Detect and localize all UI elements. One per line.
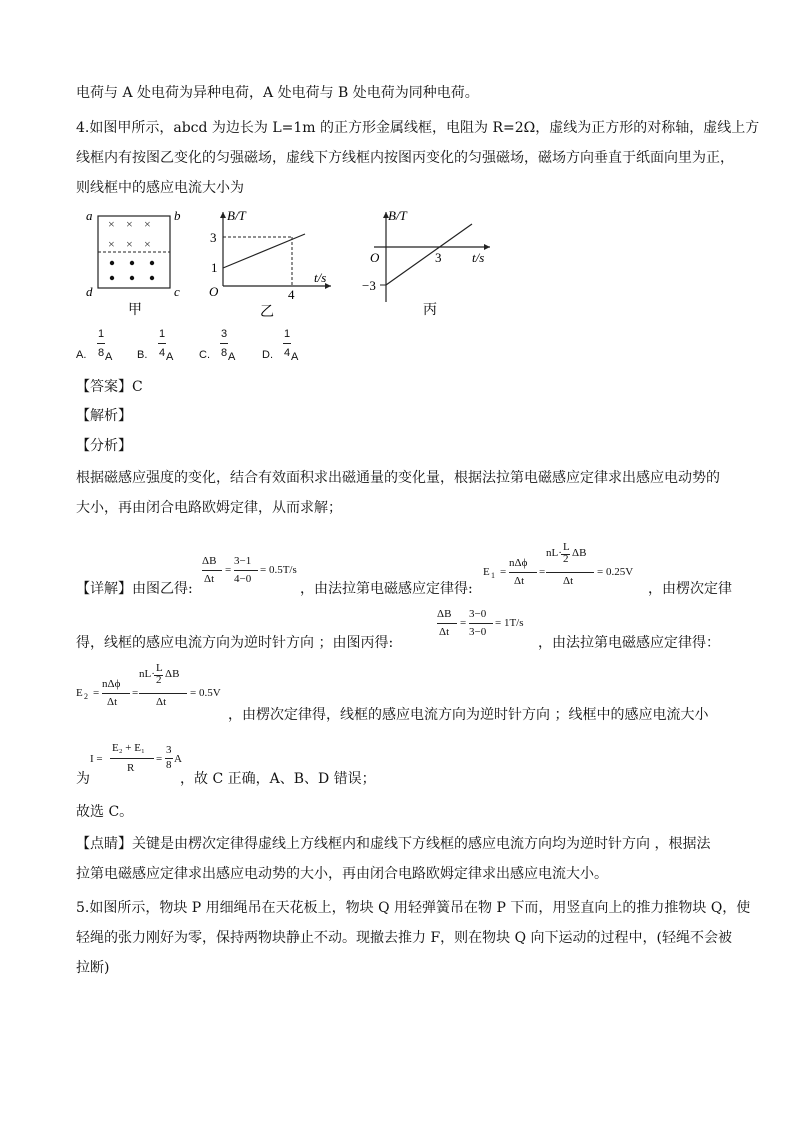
analysis-sub-heading: 【分析】 — [76, 438, 132, 454]
key-point-line-1: 【点睛】关键是由楞次定律得虚线上方线框内和虚线下方线框的感应电流方向均为逆时针方向 ，根据法 — [76, 836, 711, 852]
question-4-line-3: 则线框中的感应电流大小为 — [76, 180, 244, 196]
detail-line-1-a: 【详解】由图乙得: — [76, 581, 193, 597]
svg-text:×: × — [144, 237, 151, 251]
answer-heading: 【答案】C — [76, 379, 143, 395]
detail-line-1-b: ，由法拉第电磁感应定律得: — [300, 581, 473, 597]
tick-label-3: 3 — [435, 250, 442, 265]
analysis-line-1: 根据磁感应强度的变化，结合有效面积求出磁通量的变化量，根据法拉第电磁感应定律求出感应电动势的 — [76, 470, 720, 486]
tick-label-4: 4 — [288, 287, 295, 302]
formula-db-dt-yi: ΔB Δt = 3−1 4−0 = 0.5T/s — [202, 555, 297, 585]
axis-label-y: B/T — [388, 208, 407, 223]
question-5-line-2: 轻绳的张力刚好为零，保持两物块静止不动。现撤去推力 F，则在物块 Q 向下运动的过程中，(轻绳不会被 — [76, 930, 733, 946]
formula-e2: E 2 = nΔϕ Δt = L 2 nL· ΔB Δt = 0.5V — [76, 662, 221, 708]
question-4-line-2: 线框内有按图乙变化的匀强磁场，虚线下方线框内按图丙变化的匀强磁场，磁场方向垂直于纸面向里为正， — [76, 150, 734, 166]
corner-d: d — [86, 284, 93, 299]
key-point-line-2: 拉第电磁感应定律求出感应电动势的大小，再由闭合电路欧姆定律求出感应电流大小。 — [76, 866, 608, 882]
question-5-line-1: 5.如图所示，物块 P 用细绳吊在天花板上，物块 Q 用轻弹簧吊在物 P 下而，用竖直向上的推力推物块 Q，使 — [76, 900, 751, 916]
detail-line-4-b: ，故 C 正确，A、B、D 错误； — [180, 771, 376, 787]
caption-yi: 乙 — [260, 305, 274, 318]
axis-label-y: B/T — [227, 208, 246, 223]
origin-label: O — [209, 284, 219, 299]
axis-label-x: t/s — [472, 250, 485, 265]
formula-current: I = E₂ + E₁ R = 3 8 A — [90, 742, 182, 774]
detail-line-4-a: 为 — [76, 771, 90, 787]
detail-line-2-a: 得，线框的感应电流方向为逆时针方向 ；由图丙得: — [76, 635, 394, 651]
figure-jia — [82, 206, 192, 316]
svg-text:×: × — [126, 237, 133, 251]
corner-a: a — [86, 208, 93, 223]
option-a[interactable]: A. 1 8 A — [76, 328, 113, 363]
text-line: 电荷与 A 处电荷为异种电荷，A 处电荷与 B 处电荷为同种电荷。 — [76, 85, 479, 101]
origin-label: O — [370, 250, 380, 265]
detail-line-2-b: ，由法拉第电磁感应定律得： — [538, 635, 720, 651]
analysis-line-2: 大小，再由闭合电路欧姆定律，从而求解； — [76, 500, 342, 516]
formula-db-dt-bing: ΔB Δt = 3−0 3−0 = 1T/s — [437, 608, 524, 638]
caption-jia: 甲 — [128, 303, 142, 316]
question-4-line-1: 4.如图甲所示，abcd 为边长为 L=1m 的正方形金属线框，电阻为 R=2Ω，虚线为正方形的对称轴，虚线上方 — [76, 120, 760, 136]
analysis-heading: 【解析】 — [76, 408, 132, 424]
detail-line-1-c: ，由楞次定律 — [648, 581, 732, 597]
svg-text:×: × — [108, 217, 115, 231]
option-d[interactable]: D. 1 4 A — [262, 328, 299, 363]
axis-label-x: t/s — [314, 270, 327, 285]
svg-text:×: × — [108, 237, 115, 251]
option-b[interactable]: B. 1 4 A — [137, 328, 174, 363]
corner-c: c — [174, 284, 180, 299]
tick-label-3: 3 — [210, 230, 217, 245]
tick-label-1: 1 — [211, 260, 218, 275]
corner-b: b — [174, 208, 181, 223]
svg-text:×: × — [144, 217, 151, 231]
question-5-line-3: 拉断) — [76, 960, 110, 976]
detail-line-3: ，由楞次定律得，线框的感应电流方向为逆时针方向 ；线框中的感应电流大小 — [228, 707, 709, 723]
formula-e1: E 1 = nΔϕ Δt = L 2 nL· ΔB Δt = 0.25V — [483, 541, 634, 587]
figure-yi — [205, 206, 340, 318]
figure-bing — [360, 206, 500, 318]
option-c[interactable]: C. 3 8 A — [199, 328, 236, 363]
tick-label-minus-3: −3 — [362, 278, 376, 293]
svg-text:×: × — [126, 217, 133, 231]
conclusion: 故选 C。 — [76, 804, 134, 820]
caption-bing: 丙 — [423, 303, 437, 318]
